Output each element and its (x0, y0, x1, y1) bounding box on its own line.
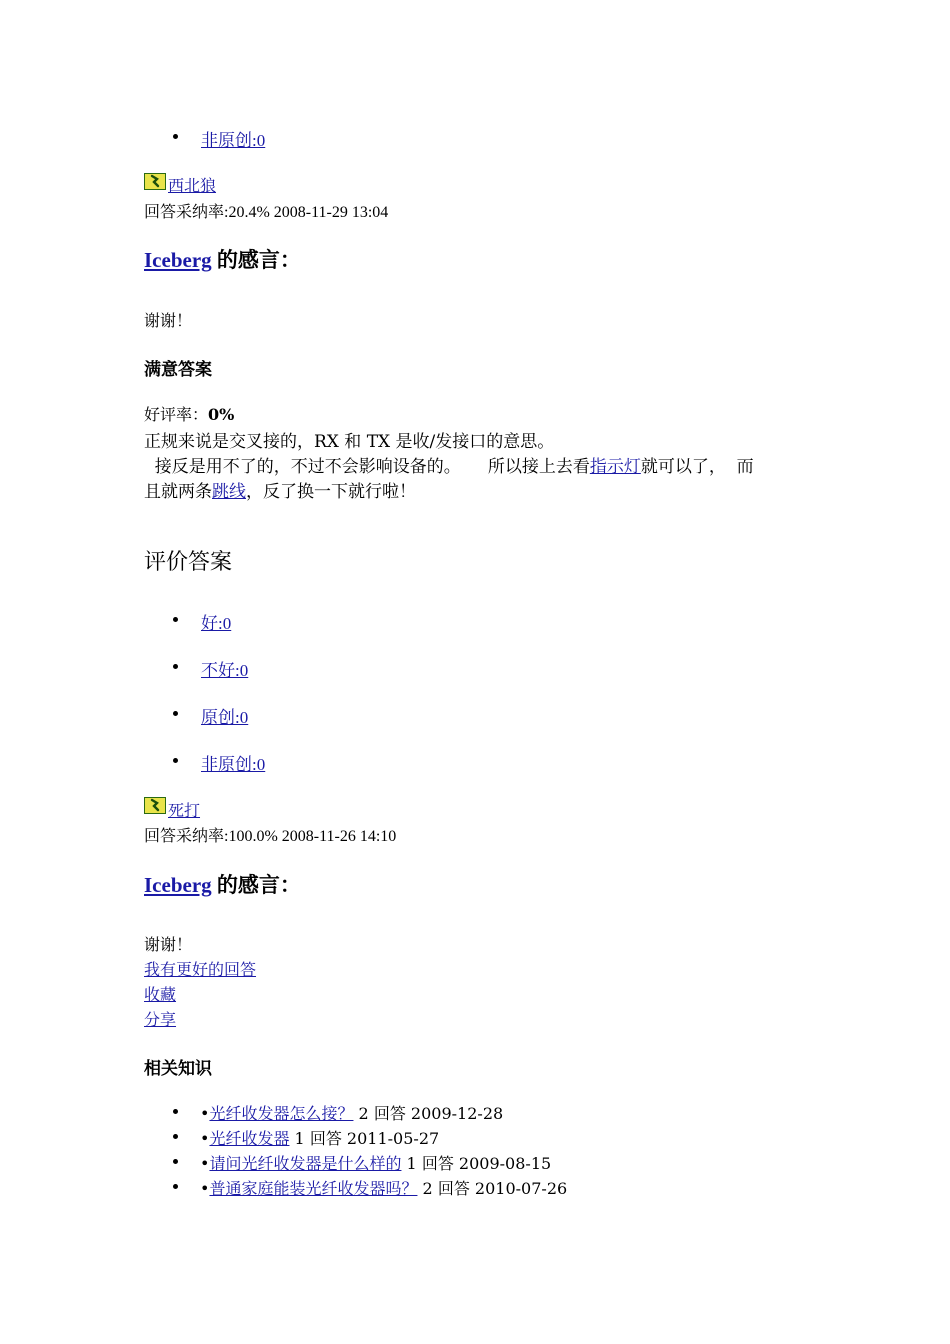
bullet (173, 1159, 178, 1164)
best-answer-heading: 满意答案 (144, 360, 212, 380)
eval-bad-label: 不好:0 (201, 661, 249, 680)
rating-value: 0% (208, 405, 235, 424)
better-answer-link[interactable]: 我有更好的回答 (144, 960, 257, 979)
eval-good-link[interactable] (179, 609, 231, 634)
eval-non-original-label-2: 非原创:0 (201, 755, 266, 774)
user-badge-icon (144, 797, 166, 814)
related-answers: 1 回答 (406, 1154, 454, 1173)
best-answer-line1: 正规来说是交叉接的，RX 和 TX 是收/发接口的意思。 (144, 432, 555, 452)
user-badge-icon (144, 173, 166, 190)
answer2-thanks-heading (144, 869, 301, 899)
bullet (173, 134, 178, 139)
answer2-thanks-user-link[interactable]: Iceberg (144, 873, 212, 897)
related-dot: • (200, 1154, 210, 1173)
related-dot: • (200, 1179, 210, 1198)
related-date: 2010-07-26 (474, 1179, 568, 1198)
answer1-thanks-suffix: 的感言： (211, 248, 301, 272)
best-answer-line2 (144, 452, 754, 477)
eval-non-original-link[interactable] (179, 126, 265, 151)
related-answers: 1 回答 (294, 1129, 342, 1148)
answer1-user-link[interactable]: 西北狼 (168, 178, 217, 195)
related-date: 2011-05-27 (346, 1129, 440, 1148)
rating-label: 好评率： (144, 405, 209, 424)
related-date: 2009-08-15 (458, 1154, 552, 1173)
indicator-light-link[interactable]: 指示灯 (589, 457, 641, 477)
bullet (173, 1109, 178, 1114)
bullet (173, 617, 178, 622)
answer2-meta: 回答采纳率:100.0% 2008-11-26 14:10 (144, 828, 397, 845)
related-item (200, 1151, 551, 1174)
bullet (173, 758, 178, 763)
eval-non-original-label: 非原创:0 (201, 131, 266, 150)
favorite-link[interactable]: 收藏 (144, 985, 177, 1004)
bullet (173, 664, 178, 669)
answer1-thanks-heading (144, 244, 301, 274)
bullet (173, 1134, 178, 1139)
related-date: 2009-12-28 (410, 1104, 504, 1123)
evaluate-heading: 评价答案 (144, 550, 233, 575)
related-item-link[interactable]: 光纤收发器 (209, 1129, 290, 1148)
answer2-user-link[interactable]: 死打 (168, 803, 201, 820)
related-answers: 2 回答 (422, 1179, 470, 1198)
answer1-thanks-text: 谢谢！ (144, 311, 193, 330)
line3-text-pre: 且就两条 (144, 482, 212, 502)
answer2-thanks-text: 谢谢！ (144, 935, 193, 954)
related-dot: • (200, 1129, 210, 1148)
related-item (200, 1101, 503, 1124)
answer1-meta: 回答采纳率:20.4% 2008-11-29 13:04 (144, 204, 389, 221)
eval-original-link[interactable] (179, 703, 248, 728)
related-heading: 相关知识 (144, 1059, 212, 1079)
bullet (173, 711, 178, 716)
answer1-thanks-user-link[interactable]: Iceberg (144, 248, 212, 272)
eval-bad-link[interactable] (179, 656, 248, 681)
best-answer-line3 (144, 477, 416, 502)
line3-text-post: ，反了换一下就行啦！ (246, 482, 416, 502)
line2-text-pre: 接反是用不了的，不过不会影响设备的。 所以接上去看 (144, 457, 590, 477)
eval-non-original-link-2[interactable] (179, 750, 265, 775)
related-item-link[interactable]: 请问光纤收发器是什么样的 (209, 1154, 402, 1173)
eval-good-label: 好:0 (201, 614, 232, 633)
related-answers: 2 回答 (358, 1104, 406, 1123)
bullet (173, 1184, 178, 1189)
best-answer-rating (144, 402, 234, 425)
jumper-link[interactable]: 跳线 (212, 482, 246, 502)
share-link[interactable]: 分享 (144, 1010, 177, 1029)
related-item-link[interactable]: 光纤收发器怎么接？ (209, 1104, 354, 1123)
related-item-link[interactable]: 普通家庭能装光纤收发器吗？ (209, 1179, 418, 1198)
eval-original-label: 原创:0 (201, 708, 249, 727)
line2-text-post: 就可以了， 而 (640, 457, 754, 477)
related-item (200, 1176, 567, 1199)
related-dot: • (200, 1104, 210, 1123)
related-item (200, 1126, 439, 1149)
answer2-thanks-suffix: 的感言： (211, 873, 301, 897)
